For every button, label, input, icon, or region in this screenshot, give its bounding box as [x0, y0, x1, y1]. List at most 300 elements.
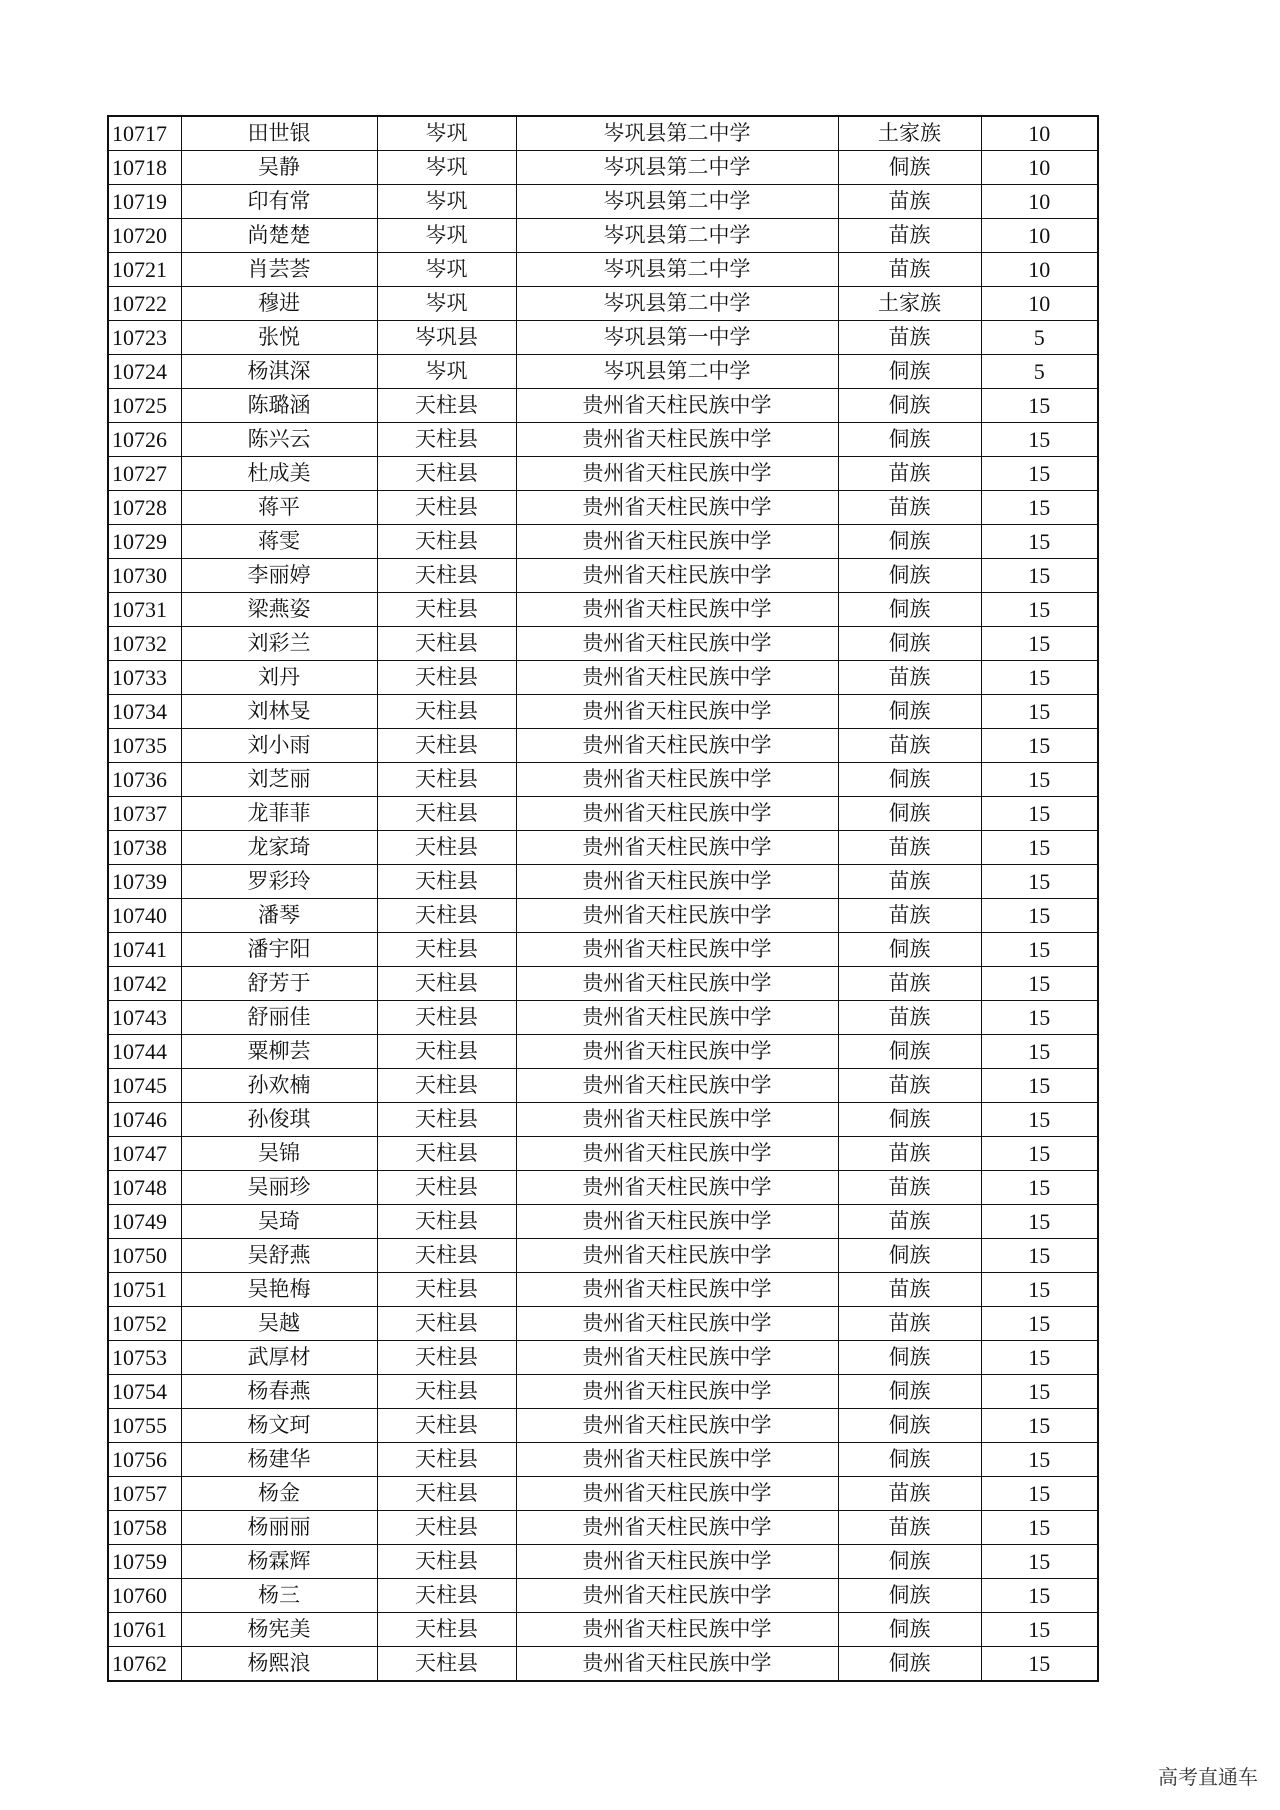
- county-cell: 天柱县: [377, 797, 516, 831]
- school-cell: 贵州省天柱民族中学: [516, 1477, 838, 1511]
- id-cell: 10744: [108, 1035, 181, 1069]
- id-cell: 10727: [108, 457, 181, 491]
- id-cell: 10726: [108, 423, 181, 457]
- school-cell: 岑巩县第二中学: [516, 287, 838, 321]
- table-row: [108, 661, 1098, 695]
- score-cell: 15: [981, 1647, 1098, 1682]
- county-cell: 岑巩: [377, 287, 516, 321]
- school-cell: 贵州省天柱民族中学: [516, 1545, 838, 1579]
- score-cell: 15: [981, 695, 1098, 729]
- id-cell: 10728: [108, 491, 181, 525]
- county-cell: 岑巩: [377, 355, 516, 389]
- county-cell: 天柱县: [377, 559, 516, 593]
- table-row: [108, 1375, 1098, 1409]
- ethnicity-cell: 侗族: [838, 593, 981, 627]
- ethnicity-cell: 土家族: [838, 287, 981, 321]
- score-cell: 15: [981, 1579, 1098, 1613]
- table-row: [108, 1171, 1098, 1205]
- name-cell: 杨丽丽: [181, 1511, 377, 1545]
- ethnicity-cell: 土家族: [838, 116, 981, 151]
- ethnicity-cell: 侗族: [838, 525, 981, 559]
- score-cell: 15: [981, 1205, 1098, 1239]
- name-cell: 蒋平: [181, 491, 377, 525]
- id-cell: 10739: [108, 865, 181, 899]
- score-cell: 15: [981, 593, 1098, 627]
- school-cell: 贵州省天柱民族中学: [516, 967, 838, 1001]
- table-row: [108, 355, 1098, 389]
- table-row: [108, 1511, 1098, 1545]
- document-sheet: [107, 115, 1097, 1682]
- score-cell: 15: [981, 1273, 1098, 1307]
- score-cell: 15: [981, 559, 1098, 593]
- name-cell: 舒芳于: [181, 967, 377, 1001]
- ethnicity-cell: 侗族: [838, 695, 981, 729]
- school-cell: 贵州省天柱民族中学: [516, 559, 838, 593]
- ethnicity-cell: 侗族: [838, 1545, 981, 1579]
- ethnicity-cell: 侗族: [838, 1239, 981, 1273]
- table-row: [108, 491, 1098, 525]
- county-cell: 天柱县: [377, 389, 516, 423]
- table-row: [108, 627, 1098, 661]
- county-cell: 岑巩: [377, 116, 516, 151]
- id-cell: 10734: [108, 695, 181, 729]
- score-cell: 15: [981, 1239, 1098, 1273]
- name-cell: 孙欢楠: [181, 1069, 377, 1103]
- name-cell: 杨霖辉: [181, 1545, 377, 1579]
- ethnicity-cell: 侗族: [838, 627, 981, 661]
- score-cell: 15: [981, 967, 1098, 1001]
- county-cell: 天柱县: [377, 1545, 516, 1579]
- school-cell: 贵州省天柱民族中学: [516, 1239, 838, 1273]
- school-cell: 贵州省天柱民族中学: [516, 695, 838, 729]
- school-cell: 贵州省天柱民族中学: [516, 525, 838, 559]
- county-cell: 天柱县: [377, 831, 516, 865]
- ethnicity-cell: 苗族: [838, 185, 981, 219]
- score-cell: 10: [981, 253, 1098, 287]
- ethnicity-cell: 苗族: [838, 219, 981, 253]
- table-row: [108, 763, 1098, 797]
- id-cell: 10720: [108, 219, 181, 253]
- table-row: [108, 559, 1098, 593]
- table-row: [108, 695, 1098, 729]
- name-cell: 张悦: [181, 321, 377, 355]
- table-body: [108, 116, 1098, 1681]
- ethnicity-cell: 苗族: [838, 1137, 981, 1171]
- county-cell: 天柱县: [377, 1477, 516, 1511]
- school-cell: 贵州省天柱民族中学: [516, 457, 838, 491]
- score-cell: 15: [981, 1477, 1098, 1511]
- table-row: [108, 899, 1098, 933]
- name-cell: 龙菲菲: [181, 797, 377, 831]
- table-row: [108, 1035, 1098, 1069]
- id-cell: 10759: [108, 1545, 181, 1579]
- school-cell: 贵州省天柱民族中学: [516, 1273, 838, 1307]
- name-cell: 罗彩玲: [181, 865, 377, 899]
- name-cell: 杨淇深: [181, 355, 377, 389]
- table-row: [108, 151, 1098, 185]
- table-row: [108, 253, 1098, 287]
- score-cell: 15: [981, 389, 1098, 423]
- id-cell: 10742: [108, 967, 181, 1001]
- school-cell: 贵州省天柱民族中学: [516, 1035, 838, 1069]
- table-row: [108, 1341, 1098, 1375]
- score-cell: 15: [981, 1375, 1098, 1409]
- ethnicity-cell: 侗族: [838, 797, 981, 831]
- table-row: [108, 1307, 1098, 1341]
- school-cell: 贵州省天柱民族中学: [516, 627, 838, 661]
- ethnicity-cell: 苗族: [838, 1307, 981, 1341]
- score-cell: 15: [981, 1001, 1098, 1035]
- county-cell: 岑巩: [377, 151, 516, 185]
- id-cell: 10757: [108, 1477, 181, 1511]
- school-cell: 贵州省天柱民族中学: [516, 763, 838, 797]
- county-cell: 天柱县: [377, 661, 516, 695]
- school-cell: 贵州省天柱民族中学: [516, 831, 838, 865]
- county-cell: 天柱县: [377, 1409, 516, 1443]
- score-cell: 15: [981, 1341, 1098, 1375]
- table-row: [108, 831, 1098, 865]
- score-cell: 5: [981, 355, 1098, 389]
- name-cell: 杨春燕: [181, 1375, 377, 1409]
- id-cell: 10748: [108, 1171, 181, 1205]
- school-cell: 岑巩县第二中学: [516, 185, 838, 219]
- id-cell: 10730: [108, 559, 181, 593]
- score-cell: 15: [981, 865, 1098, 899]
- ethnicity-cell: 侗族: [838, 151, 981, 185]
- score-cell: 15: [981, 1545, 1098, 1579]
- school-cell: 贵州省天柱民族中学: [516, 1647, 838, 1682]
- ethnicity-cell: 苗族: [838, 865, 981, 899]
- table-row: [108, 525, 1098, 559]
- table-row: [108, 1137, 1098, 1171]
- name-cell: 孙俊琪: [181, 1103, 377, 1137]
- name-cell: 杨建华: [181, 1443, 377, 1477]
- table-row: [108, 1001, 1098, 1035]
- name-cell: 肖芸荟: [181, 253, 377, 287]
- id-cell: 10740: [108, 899, 181, 933]
- ethnicity-cell: 苗族: [838, 831, 981, 865]
- ethnicity-cell: 苗族: [838, 1001, 981, 1035]
- score-cell: 15: [981, 831, 1098, 865]
- id-cell: 10754: [108, 1375, 181, 1409]
- id-cell: 10731: [108, 593, 181, 627]
- county-cell: 岑巩县: [377, 321, 516, 355]
- ethnicity-cell: 苗族: [838, 1511, 981, 1545]
- score-cell: 15: [981, 661, 1098, 695]
- id-cell: 10717: [108, 116, 181, 151]
- id-cell: 10723: [108, 321, 181, 355]
- score-cell: 15: [981, 1511, 1098, 1545]
- table-row: [108, 219, 1098, 253]
- name-cell: 刘丹: [181, 661, 377, 695]
- ethnicity-cell: 苗族: [838, 1171, 981, 1205]
- ethnicity-cell: 苗族: [838, 967, 981, 1001]
- county-cell: 天柱县: [377, 695, 516, 729]
- ethnicity-cell: 苗族: [838, 253, 981, 287]
- county-cell: 天柱县: [377, 763, 516, 797]
- ethnicity-cell: 侗族: [838, 1409, 981, 1443]
- county-cell: 天柱县: [377, 933, 516, 967]
- county-cell: 天柱县: [377, 457, 516, 491]
- table-row: [108, 865, 1098, 899]
- ethnicity-cell: 苗族: [838, 491, 981, 525]
- table-row: [108, 321, 1098, 355]
- ethnicity-cell: 侗族: [838, 1341, 981, 1375]
- id-cell: 10752: [108, 1307, 181, 1341]
- id-cell: 10750: [108, 1239, 181, 1273]
- id-cell: 10722: [108, 287, 181, 321]
- name-cell: 杨三: [181, 1579, 377, 1613]
- school-cell: 贵州省天柱民族中学: [516, 389, 838, 423]
- score-cell: 10: [981, 116, 1098, 151]
- name-cell: 杨文珂: [181, 1409, 377, 1443]
- score-cell: 15: [981, 423, 1098, 457]
- watermark: 高考直通车: [1158, 1765, 1258, 1789]
- name-cell: 吴静: [181, 151, 377, 185]
- score-cell: 15: [981, 1103, 1098, 1137]
- name-cell: 李丽婷: [181, 559, 377, 593]
- county-cell: 天柱县: [377, 729, 516, 763]
- school-cell: 贵州省天柱民族中学: [516, 1511, 838, 1545]
- ethnicity-cell: 侗族: [838, 423, 981, 457]
- id-cell: 10719: [108, 185, 181, 219]
- name-cell: 潘宇阳: [181, 933, 377, 967]
- ethnicity-cell: 侗族: [838, 1647, 981, 1682]
- table-row: [108, 389, 1098, 423]
- name-cell: 杜成美: [181, 457, 377, 491]
- ethnicity-cell: 侗族: [838, 559, 981, 593]
- table-row: [108, 967, 1098, 1001]
- county-cell: 天柱县: [377, 1103, 516, 1137]
- ethnicity-cell: 侗族: [838, 1443, 981, 1477]
- school-cell: 贵州省天柱民族中学: [516, 1307, 838, 1341]
- score-cell: 15: [981, 797, 1098, 831]
- score-cell: 15: [981, 1613, 1098, 1647]
- score-cell: 15: [981, 491, 1098, 525]
- ethnicity-cell: 侗族: [838, 355, 981, 389]
- ethnicity-cell: 苗族: [838, 729, 981, 763]
- name-cell: 武厚材: [181, 1341, 377, 1375]
- ethnicity-cell: 苗族: [838, 1205, 981, 1239]
- score-cell: 5: [981, 321, 1098, 355]
- table-row: [108, 1239, 1098, 1273]
- table-row: [108, 593, 1098, 627]
- id-cell: 10718: [108, 151, 181, 185]
- school-cell: 贵州省天柱民族中学: [516, 1205, 838, 1239]
- school-cell: 贵州省天柱民族中学: [516, 1443, 838, 1477]
- name-cell: 吴越: [181, 1307, 377, 1341]
- table-row: [108, 116, 1098, 151]
- table-row: [108, 729, 1098, 763]
- table-row: [108, 185, 1098, 219]
- name-cell: 刘小雨: [181, 729, 377, 763]
- name-cell: 吴艳梅: [181, 1273, 377, 1307]
- score-cell: 10: [981, 151, 1098, 185]
- school-cell: 岑巩县第一中学: [516, 321, 838, 355]
- table-row: [108, 1443, 1098, 1477]
- school-cell: 贵州省天柱民族中学: [516, 593, 838, 627]
- county-cell: 天柱县: [377, 1273, 516, 1307]
- school-cell: 贵州省天柱民族中学: [516, 1613, 838, 1647]
- id-cell: 10749: [108, 1205, 181, 1239]
- table-row: [108, 1103, 1098, 1137]
- id-cell: 10724: [108, 355, 181, 389]
- school-cell: 贵州省天柱民族中学: [516, 797, 838, 831]
- id-cell: 10746: [108, 1103, 181, 1137]
- score-cell: 10: [981, 185, 1098, 219]
- table-row: [108, 1545, 1098, 1579]
- ethnicity-cell: 侗族: [838, 1613, 981, 1647]
- score-cell: 10: [981, 287, 1098, 321]
- county-cell: 天柱县: [377, 1001, 516, 1035]
- id-cell: 10736: [108, 763, 181, 797]
- score-cell: 15: [981, 627, 1098, 661]
- score-cell: 15: [981, 525, 1098, 559]
- county-cell: 天柱县: [377, 1035, 516, 1069]
- school-cell: 贵州省天柱民族中学: [516, 865, 838, 899]
- county-cell: 天柱县: [377, 1375, 516, 1409]
- county-cell: 岑巩: [377, 219, 516, 253]
- table-row: [108, 1273, 1098, 1307]
- score-cell: 15: [981, 1069, 1098, 1103]
- school-cell: 贵州省天柱民族中学: [516, 899, 838, 933]
- county-cell: 天柱县: [377, 1341, 516, 1375]
- table-row: [108, 1069, 1098, 1103]
- ethnicity-cell: 苗族: [838, 1477, 981, 1511]
- id-cell: 10751: [108, 1273, 181, 1307]
- school-cell: 贵州省天柱民族中学: [516, 1375, 838, 1409]
- county-cell: 岑巩: [377, 185, 516, 219]
- school-cell: 贵州省天柱民族中学: [516, 1069, 838, 1103]
- county-cell: 天柱县: [377, 1239, 516, 1273]
- county-cell: 天柱县: [377, 1613, 516, 1647]
- score-cell: 15: [981, 1137, 1098, 1171]
- county-cell: 天柱县: [377, 593, 516, 627]
- ethnicity-cell: 苗族: [838, 321, 981, 355]
- id-cell: 10747: [108, 1137, 181, 1171]
- school-cell: 贵州省天柱民族中学: [516, 1103, 838, 1137]
- id-cell: 10755: [108, 1409, 181, 1443]
- name-cell: 蒋雯: [181, 525, 377, 559]
- school-cell: 贵州省天柱民族中学: [516, 933, 838, 967]
- name-cell: 梁燕姿: [181, 593, 377, 627]
- county-cell: 天柱县: [377, 627, 516, 661]
- ethnicity-cell: 侗族: [838, 1103, 981, 1137]
- id-cell: 10741: [108, 933, 181, 967]
- county-cell: 天柱县: [377, 1137, 516, 1171]
- id-cell: 10760: [108, 1579, 181, 1613]
- name-cell: 吴锦: [181, 1137, 377, 1171]
- county-cell: 天柱县: [377, 525, 516, 559]
- school-cell: 岑巩县第二中学: [516, 219, 838, 253]
- school-cell: 贵州省天柱民族中学: [516, 423, 838, 457]
- school-cell: 贵州省天柱民族中学: [516, 1001, 838, 1035]
- name-cell: 陈兴云: [181, 423, 377, 457]
- id-cell: 10729: [108, 525, 181, 559]
- school-cell: 岑巩县第二中学: [516, 253, 838, 287]
- score-cell: 15: [981, 899, 1098, 933]
- table-row: [108, 1409, 1098, 1443]
- ethnicity-cell: 苗族: [838, 661, 981, 695]
- school-cell: 贵州省天柱民族中学: [516, 729, 838, 763]
- table-row: [108, 797, 1098, 831]
- ethnicity-cell: 侗族: [838, 1375, 981, 1409]
- id-cell: 10743: [108, 1001, 181, 1035]
- school-cell: 岑巩县第二中学: [516, 151, 838, 185]
- score-cell: 15: [981, 729, 1098, 763]
- school-cell: 贵州省天柱民族中学: [516, 491, 838, 525]
- table-row: [108, 1647, 1098, 1682]
- county-cell: 天柱县: [377, 865, 516, 899]
- id-cell: 10737: [108, 797, 181, 831]
- ethnicity-cell: 侗族: [838, 1035, 981, 1069]
- student-table: [107, 115, 1099, 1682]
- county-cell: 天柱县: [377, 1171, 516, 1205]
- school-cell: 岑巩县第二中学: [516, 355, 838, 389]
- id-cell: 10735: [108, 729, 181, 763]
- id-cell: 10733: [108, 661, 181, 695]
- ethnicity-cell: 侗族: [838, 763, 981, 797]
- county-cell: 天柱县: [377, 491, 516, 525]
- county-cell: 天柱县: [377, 1069, 516, 1103]
- county-cell: 天柱县: [377, 1205, 516, 1239]
- ethnicity-cell: 苗族: [838, 457, 981, 491]
- school-cell: 贵州省天柱民族中学: [516, 661, 838, 695]
- school-cell: 贵州省天柱民族中学: [516, 1171, 838, 1205]
- ethnicity-cell: 侗族: [838, 389, 981, 423]
- county-cell: 天柱县: [377, 1579, 516, 1613]
- name-cell: 刘彩兰: [181, 627, 377, 661]
- name-cell: 陈璐涵: [181, 389, 377, 423]
- name-cell: 潘琴: [181, 899, 377, 933]
- school-cell: 岑巩县第二中学: [516, 116, 838, 151]
- id-cell: 10762: [108, 1647, 181, 1682]
- score-cell: 15: [981, 1307, 1098, 1341]
- name-cell: 田世银: [181, 116, 377, 151]
- name-cell: 尚楚楚: [181, 219, 377, 253]
- name-cell: 吴舒燕: [181, 1239, 377, 1273]
- table-row: [108, 1205, 1098, 1239]
- table-row: [108, 1613, 1098, 1647]
- score-cell: 10: [981, 219, 1098, 253]
- county-cell: 天柱县: [377, 1443, 516, 1477]
- table-row: [108, 1477, 1098, 1511]
- county-cell: 天柱县: [377, 1511, 516, 1545]
- table-row: [108, 287, 1098, 321]
- school-cell: 贵州省天柱民族中学: [516, 1409, 838, 1443]
- county-cell: 天柱县: [377, 967, 516, 1001]
- county-cell: 天柱县: [377, 899, 516, 933]
- name-cell: 刘林旻: [181, 695, 377, 729]
- id-cell: 10721: [108, 253, 181, 287]
- name-cell: 杨熙浪: [181, 1647, 377, 1682]
- school-cell: 贵州省天柱民族中学: [516, 1137, 838, 1171]
- id-cell: 10732: [108, 627, 181, 661]
- id-cell: 10761: [108, 1613, 181, 1647]
- id-cell: 10738: [108, 831, 181, 865]
- name-cell: 印有常: [181, 185, 377, 219]
- score-cell: 15: [981, 933, 1098, 967]
- name-cell: 杨宪美: [181, 1613, 377, 1647]
- score-cell: 15: [981, 1171, 1098, 1205]
- county-cell: 天柱县: [377, 423, 516, 457]
- name-cell: 杨金: [181, 1477, 377, 1511]
- county-cell: 天柱县: [377, 1307, 516, 1341]
- score-cell: 15: [981, 1443, 1098, 1477]
- county-cell: 岑巩: [377, 253, 516, 287]
- score-cell: 15: [981, 457, 1098, 491]
- name-cell: 龙家琦: [181, 831, 377, 865]
